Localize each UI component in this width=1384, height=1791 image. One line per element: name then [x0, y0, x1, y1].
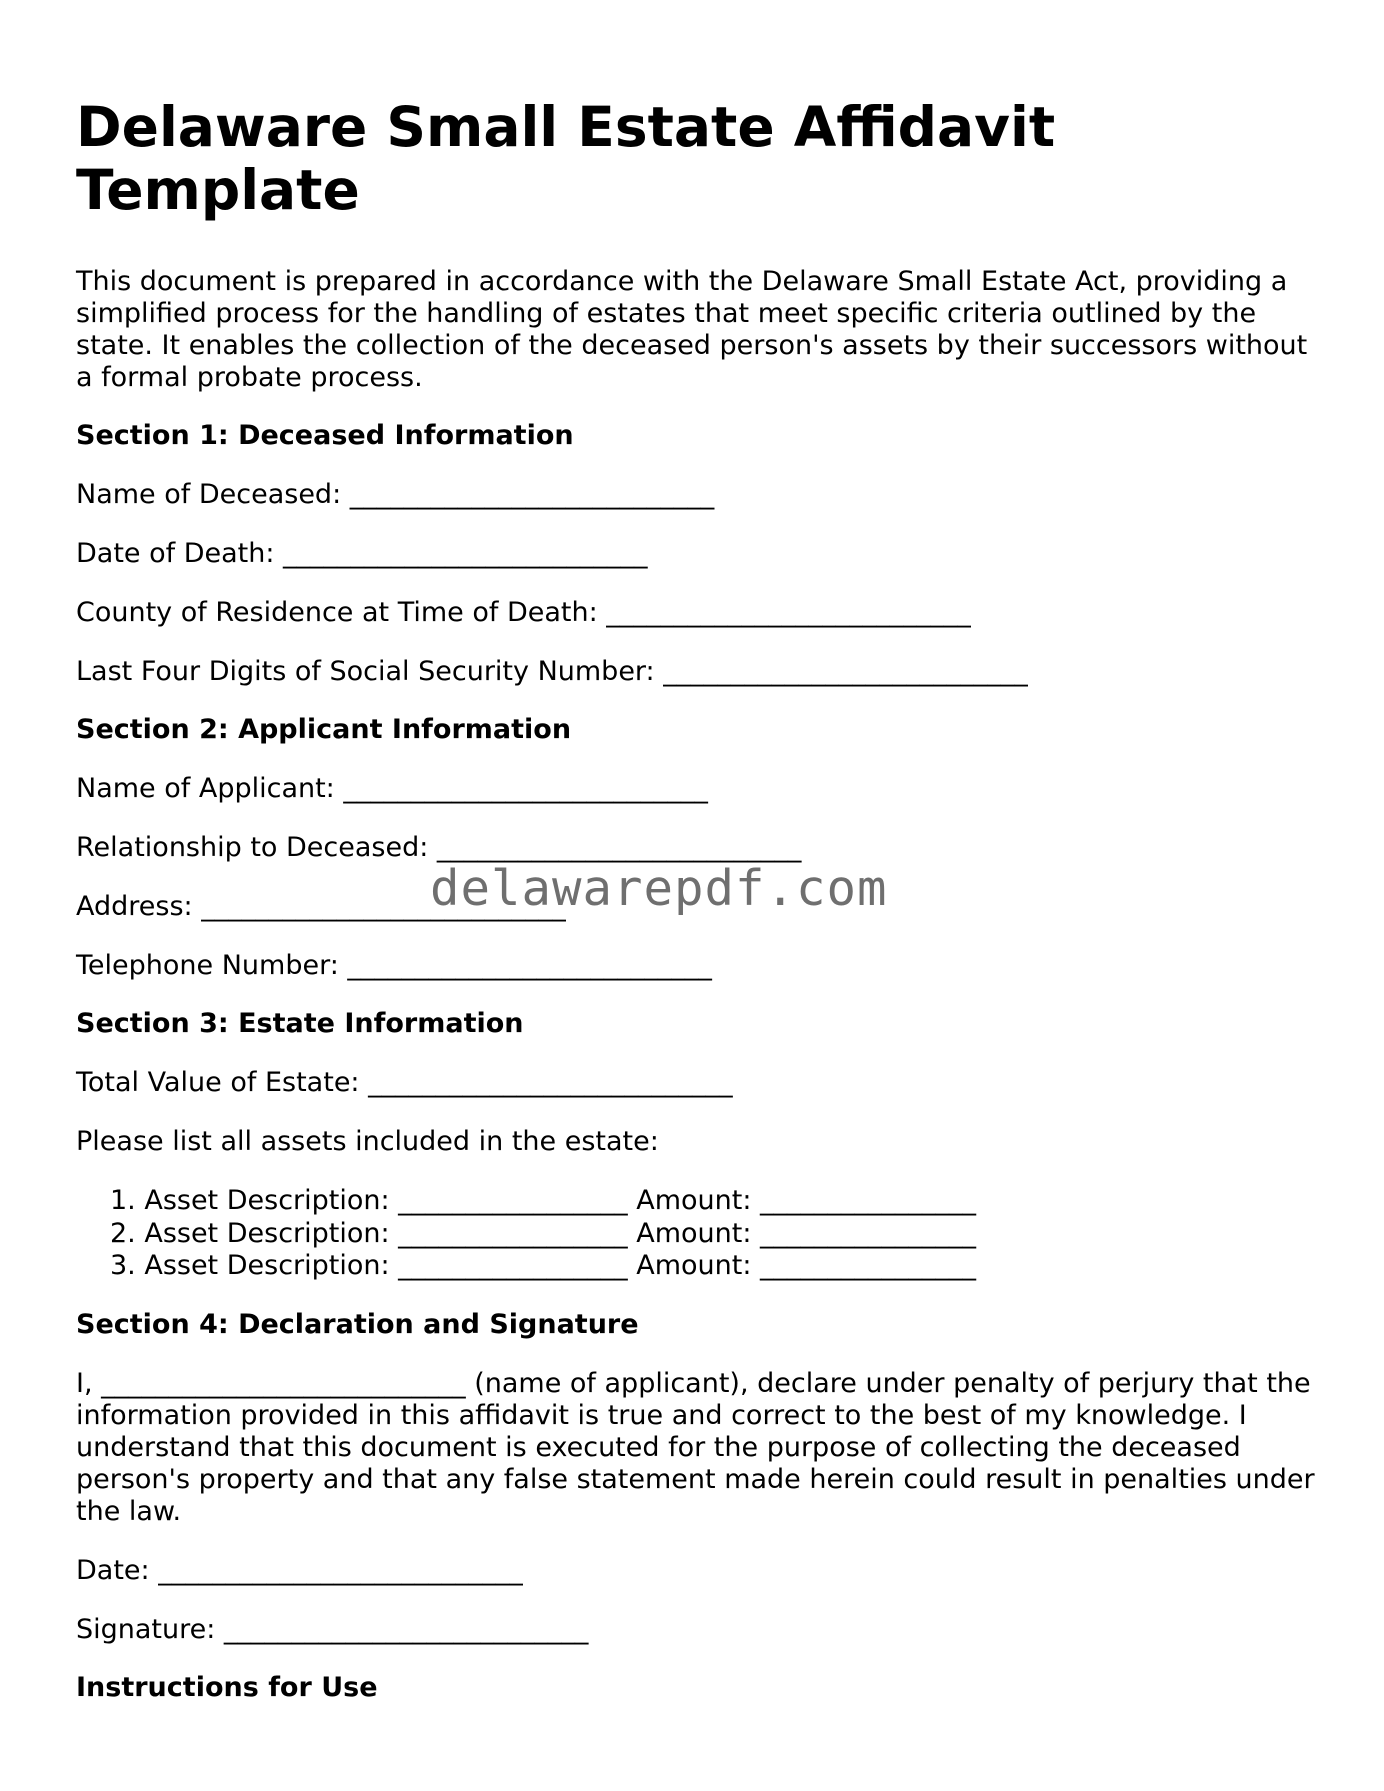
date-field: Date: ___________________________ — [76, 1554, 523, 1586]
section-4-heading: Section 4: Declaration and Signature — [76, 1308, 639, 1340]
total-value-field: Total Value of Estate: ___________________________ — [76, 1067, 733, 1098]
declaration-paragraph: I, ___________________________ (name of applicant), declare under penalty of perjury that the information provided in this affidavit is true and correct to the best of my knowledge. I understand that this document is executed for the purpose of collecting the deceased person's property and that any false statement made herein could result in penalties under the law. — [76, 1367, 1315, 1527]
watermark: delawarepdf.com — [430, 860, 888, 917]
address-field: Address: ___________________________ — [76, 891, 566, 922]
telephone-field: Telephone Number: ___________________________ — [76, 950, 712, 981]
intro-paragraph: This document is prepared in accordance with the Delaware Small Estate Act, providing a simplified process for the handling of estates that meet specific criteria outlined by the state. It enables the collection of the deceased person's assets by their successors without a formal probate process. — [76, 266, 1308, 393]
relationship-field: Relationship to Deceased: ___________________________ — [76, 832, 802, 863]
ssn-last-four-field: Last Four Digits of Social Security Number: ___________________________ — [76, 656, 1028, 687]
asset-item: 1. Asset Description: _________________ Amount: ________________ — [110, 1185, 977, 1216]
signature-field: Signature: ___________________________ — [76, 1613, 589, 1645]
applicant-name-field: Name of Applicant: ___________________________ — [76, 773, 708, 804]
section-1-heading: Section 1: Deceased Information — [76, 420, 574, 451]
asset-item: 2. Asset Description: _________________ Amount: ________________ — [110, 1217, 977, 1249]
county-of-residence-field: County of Residence at Time of Death: ___________________________ — [76, 597, 971, 628]
section-2-heading: Section 2: Applicant Information — [76, 714, 572, 745]
deceased-name-field: Name of Deceased: ___________________________ — [76, 479, 715, 510]
assets-list — [76, 1185, 1316, 1283]
date-of-death-field: Date of Death: ___________________________ — [76, 538, 648, 569]
section-3-heading: Section 3: Estate Information — [76, 1008, 524, 1039]
instructions-heading: Instructions for Use — [76, 1671, 378, 1703]
document-title: Delaware Small Estate Affidavit Template — [76, 95, 1056, 222]
asset-item: 3. Asset Description: _________________ Amount: ________________ — [110, 1250, 977, 1281]
assets-list-prompt: Please list all assets included in the estate: — [76, 1126, 659, 1157]
